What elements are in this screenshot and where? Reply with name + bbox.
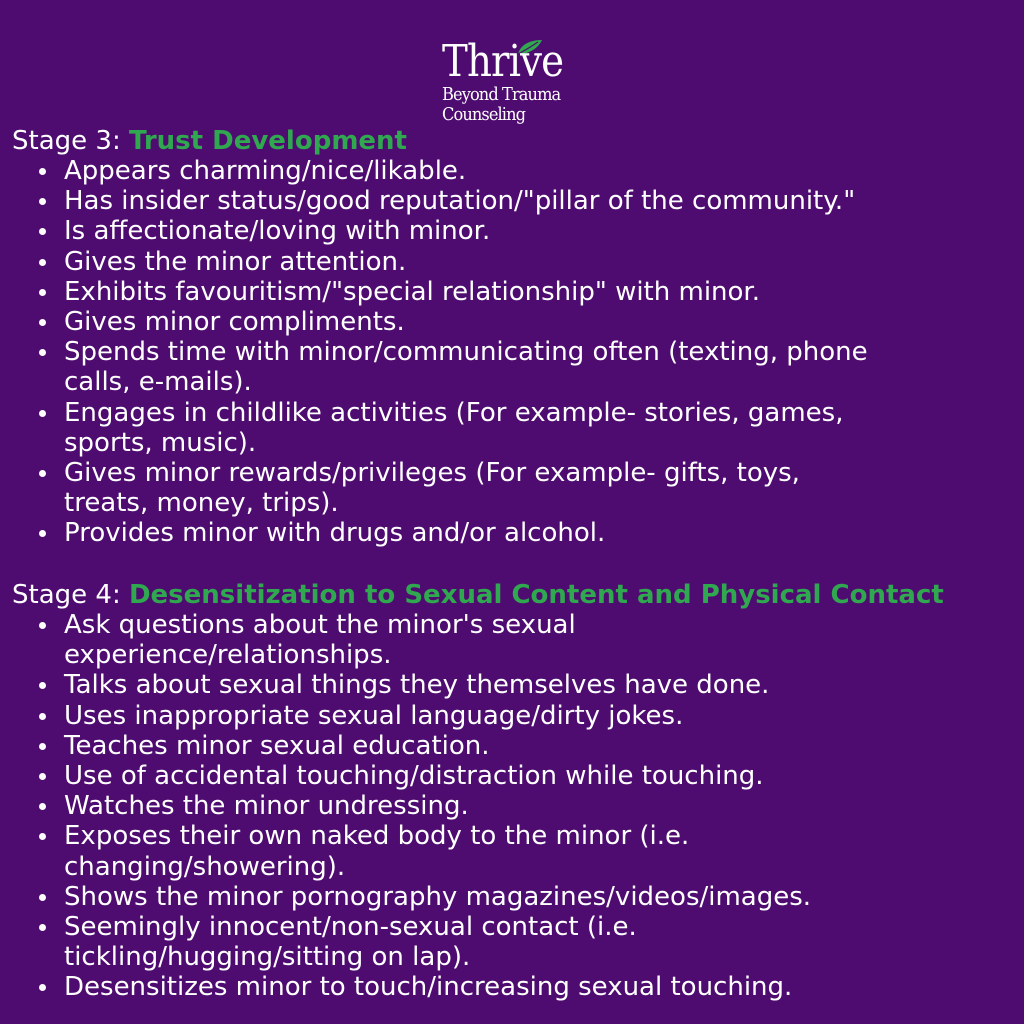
stage3-label: Stage 3:: [12, 126, 129, 156]
list-item: Provides minor with drugs and/or alcohol.: [12, 518, 1020, 548]
list-item: Shows the minor pornography magazines/videos/images.: [12, 882, 1020, 912]
stage3-title: Trust Development: [128, 126, 407, 156]
list-item: Use of accidental touching/distraction while touching.: [12, 761, 1020, 791]
stage3-list: [12, 156, 1020, 549]
list-item: Gives minor compliments.: [12, 307, 1020, 337]
stage3-section: [12, 126, 1020, 549]
stage4-list: [12, 610, 1020, 1003]
logo-subtitle-line2: Counseling: [442, 104, 526, 125]
list-item: Engages in childlike activities (For example- stories, games, sports, music).: [12, 398, 1020, 458]
list-item: Teaches minor sexual education.: [12, 731, 1020, 761]
list-item: Appears charming/nice/likable.: [12, 156, 1020, 186]
list-item: Gives minor rewards/privileges (For example- gifts, toys, treats, money, trips).: [12, 458, 1020, 518]
logo-subtitle-line1: Beyond Trauma: [442, 84, 561, 105]
stage4-title: Desensitization to Sexual Content and Physical Contact: [128, 580, 944, 610]
list-item: Exposes their own naked body to the minor (i.e. changing/showering).: [12, 821, 1020, 881]
logo: [440, 38, 600, 134]
list-item: Gives the minor attention.: [12, 247, 1020, 277]
list-item: Seemingly innocent/non-sexual contact (i.e. tickling/hugging/sitting on lap).: [12, 912, 1020, 972]
list-item: Watches the minor undressing.: [12, 791, 1020, 821]
list-item: Uses inappropriate sexual language/dirty jokes.: [12, 701, 1020, 731]
list-item: Spends time with minor/communicating often (texting, phone calls, e-mails).: [12, 337, 1020, 397]
stage3-heading: [12, 126, 1020, 156]
list-item: Ask questions about the minor's sexual experience/relationships.: [12, 610, 1020, 670]
stage4-section: [12, 580, 1020, 1003]
list-item: Is affectionate/loving with minor.: [12, 216, 1020, 246]
list-item: Desensitizes minor to touch/increasing sexual touching.: [12, 972, 1020, 1002]
stage4-heading: [12, 580, 1020, 610]
list-item: Exhibits favouritism/"special relationship" with minor.: [12, 277, 1020, 307]
logo-title: Thrive: [442, 36, 564, 87]
list-item: Talks about sexual things they themselves have done.: [12, 670, 1020, 700]
stage4-label: Stage 4:: [12, 580, 129, 610]
list-item: Has insider status/good reputation/"pillar of the community.": [12, 186, 1020, 216]
